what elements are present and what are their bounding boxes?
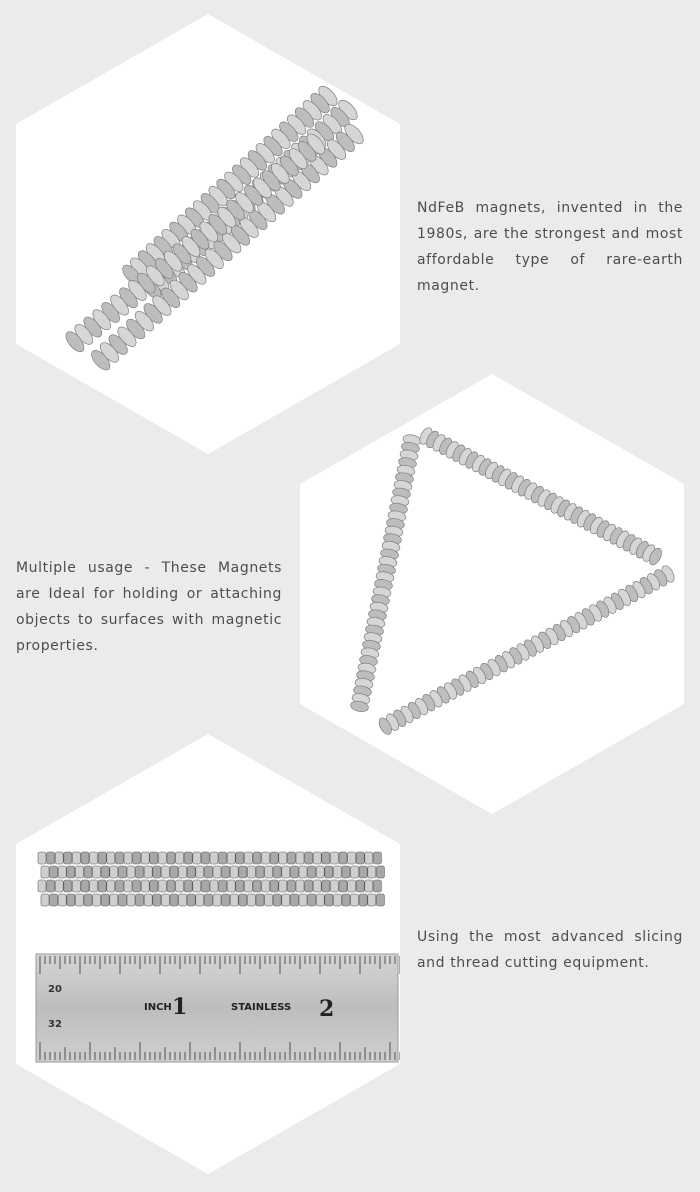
description-ndfeb: NdFeB magnets, invented in the 1980s, are the strongest and most affordable type of rare-earth magnet. [417, 200, 683, 294]
product-image-triangle [300, 374, 684, 814]
triangle-magnet-arrangement-icon [300, 374, 684, 814]
ruler-number-32: 32 [48, 1019, 62, 1030]
ruler-mark-1: 1 [172, 994, 188, 1020]
description-multiple-usage: Multiple usage - These Magnets are Ideal for holding or attaching objects to surfaces with magnetic properties. [16, 560, 282, 654]
ruler-number-20: 20 [48, 984, 62, 995]
product-image-ruler [16, 734, 400, 1174]
ruler-mark-2: 2 [319, 996, 335, 1022]
ruler-unit-label: INCH [144, 1002, 172, 1013]
magnets-with-ruler-icon [16, 734, 400, 1174]
product-image-stacked-magnets [16, 14, 400, 454]
stacked-cylinder-magnets-icon [16, 14, 400, 454]
description-equipment: Using the most advanced slicing and thread cutting equipment. [417, 929, 683, 971]
ruler-brand: STAINLESS [231, 1002, 292, 1013]
